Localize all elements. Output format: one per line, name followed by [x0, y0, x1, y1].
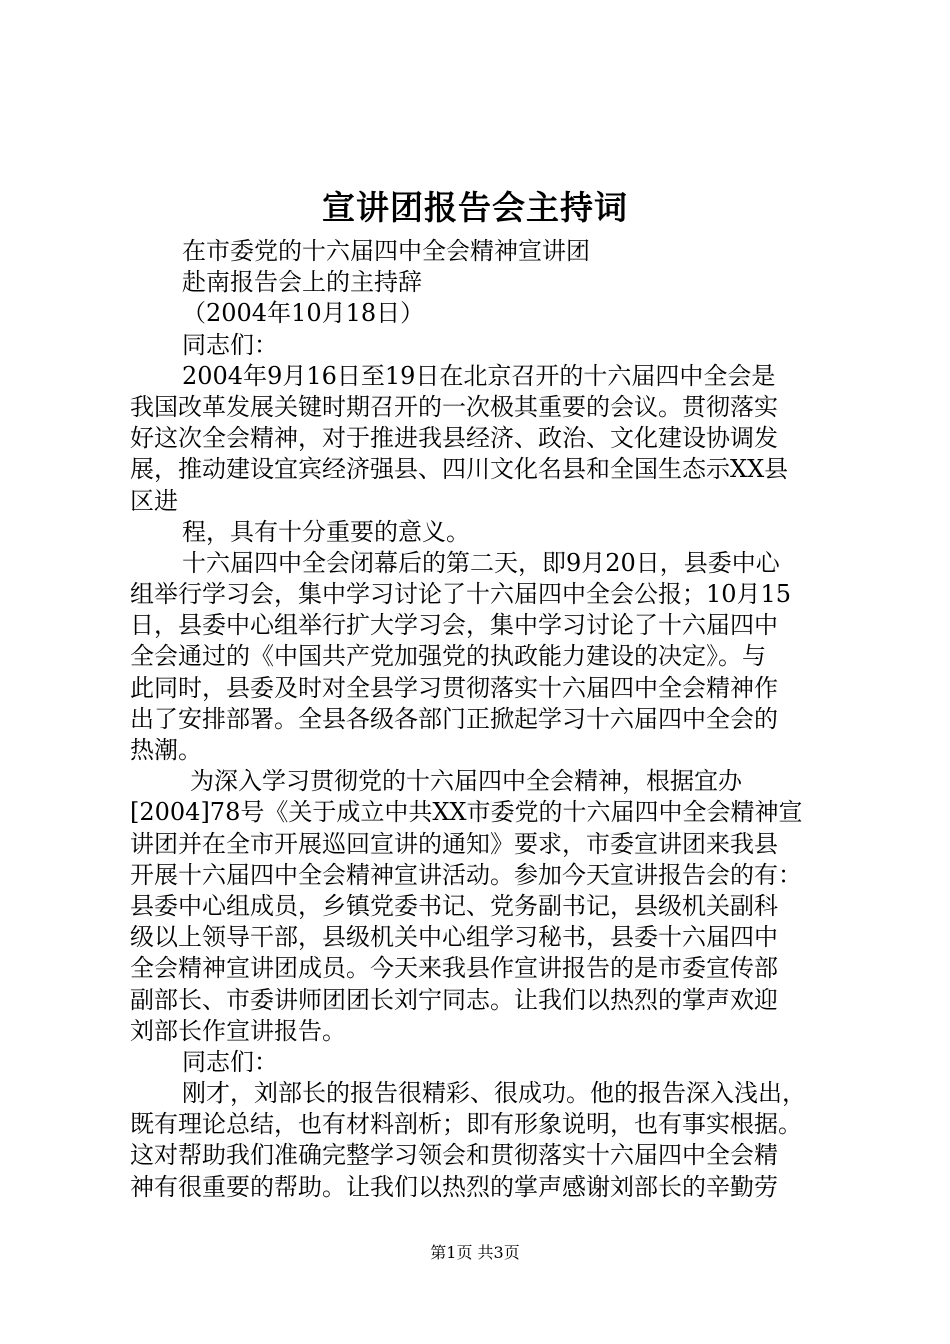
- body-line: （2004年10月18日）: [182, 299, 425, 328]
- body-line: 全会通过的《中国共产党加强党的执政能力建设的决定》。与: [130, 642, 766, 671]
- document-title: 宣讲团报告会主持词: [322, 188, 628, 227]
- body-line: 我国改革发展关键时期召开的一次极其重要的会议。贯彻落实: [130, 392, 778, 421]
- body-line: 赴南报告会上的主持辞: [182, 268, 422, 297]
- body-line: 刚才，刘部长的报告很精彩、很成功。他的报告深入浅出，: [182, 1079, 806, 1108]
- body-line: 2004年9月16日至19日在北京召开的十六届四中全会是: [182, 361, 776, 390]
- body-line: 刘部长作宣讲报告。: [130, 1016, 346, 1045]
- page-footer: 第1页 共3页: [430, 1243, 520, 1262]
- body-line: 同志们：: [182, 330, 278, 359]
- body-line: 既有理论总结，也有材料剖析；即有形象说明，也有事实根据。: [130, 1110, 802, 1139]
- body-line: 在市委党的十六届四中全会精神宣讲团: [182, 237, 590, 265]
- document-body: [130, 236, 830, 1203]
- body-line: 区进: [130, 486, 178, 515]
- body-line: 讲团并在全市开展巡回宣讲的通知》要求，市委宣讲团来我县: [130, 829, 778, 858]
- body-line: 副部长、市委讲师团团长刘宁同志。让我们以热烈的掌声欢迎: [130, 985, 778, 1014]
- body-line: [2004]78号《关于成立中共XX市委党的十六届四中全会精神宣: [130, 798, 803, 827]
- body-line: 此同时，县委及时对全县学习贯彻落实十六届四中全会精神作: [130, 673, 778, 702]
- body-line: 级以上领导干部，县级机关中心组学习秘书，县委十六届四中: [130, 923, 778, 952]
- body-line: 为深入学习贯彻党的十六届四中全会精神，根据宜办: [190, 767, 742, 796]
- body-line: 这对帮助我们准确完整学习领会和贯彻落实十六届四中全会精: [130, 1141, 778, 1170]
- body-line: 展，推动建设宜宾经济强县、四川文化名县和全国生态示XX县: [130, 455, 789, 484]
- body-line: 日，县委中心组举行扩大学习会，集中学习讨论了十六届四中: [130, 611, 778, 640]
- body-line: 组举行学习会，集中学习讨论了十六届四中全会公报；10月15: [130, 580, 792, 609]
- body-line: 全会精神宣讲团成员。今天来我县作宣讲报告的是市委宣传部: [130, 954, 778, 983]
- body-line: 神有很重要的帮助。让我们以热烈的掌声感谢刘部长的辛勤劳: [130, 1172, 778, 1201]
- body-line: 同志们：: [182, 1047, 278, 1076]
- body-line: 出了安排部署。全县各级各部门正掀起学习十六届四中全会的: [130, 704, 778, 733]
- body-line: 开展十六届四中全会精神宣讲活动。参加今天宣讲报告会的有：: [130, 860, 802, 889]
- body-line: 热潮。: [130, 736, 202, 764]
- body-line: 县委中心组成员，乡镇党委书记、党务副书记，县级机关副科: [130, 891, 778, 920]
- body-line: 好这次全会精神，对于推进我县经济、政治、文化建设协调发: [130, 424, 778, 453]
- body-line: 十六届四中全会闭幕后的第二天，即9月20日，县委中心: [182, 548, 780, 577]
- body-line: 程，具有十分重要的意义。: [182, 517, 470, 546]
